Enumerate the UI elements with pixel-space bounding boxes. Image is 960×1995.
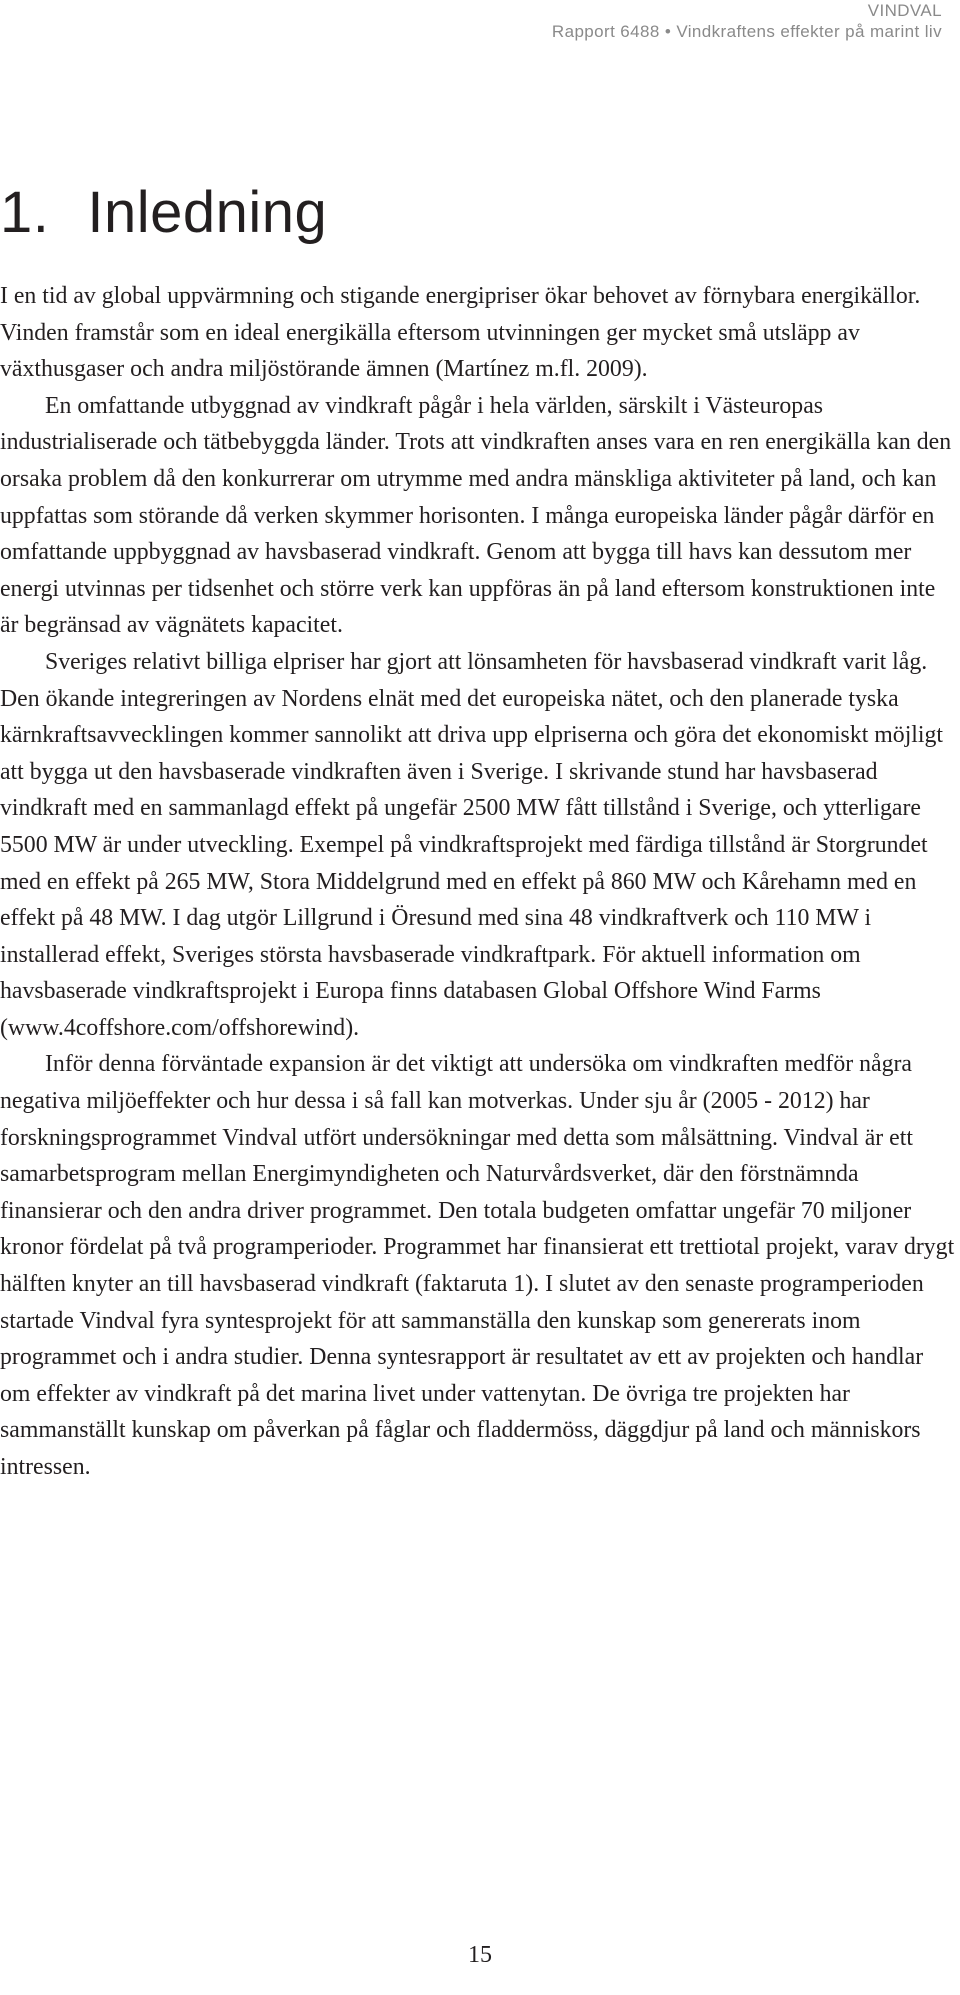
header-series: VINDVAL [867, 1, 942, 20]
body-text [0, 278, 958, 1486]
paragraph-1: I en tid av global uppvärmning och stigande energipriser ökar behovet av förnybara energikällor. Vinden framstår som en ideal energikälla eftersom utvinningen ger mycket små utsläpp av växthusgaser och andra miljöstörande ämnen (Martínez m.fl. 2009). [0, 283, 921, 383]
running-header [552, 0, 942, 42]
header-report-title: Rapport 6488 • Vindkraftens effekter på marint liv [551, 22, 942, 41]
paragraph-4: Inför denna förväntade expansion är det viktigt att undersöka om vindkraften medför några negativa miljöeffekter och hur dessa i så fall kan motverkas. Under sju år (2005 - 2012) har forskningsprogrammet Vindval utfört undersökningar med detta som målsättning. Vindval är ett samarbetsprogram mellan Energimyndigheten och Naturvårdsverket, där den förstnämnda finansierar och den andra driver programmet. Den totala budgeten omfattar ungefär 70 miljoner kronor fördelat på två programperioder. Programmet har finansierat ett trettiotal projekt, varav drygt hälften knyter an till havsbaserad vindkraft (faktaruta 1). I slutet av den senaste programperioden startade Vindval fyra syntesprojekt för att sammanställa den kunskap som genererats inom programmet och i andra studier. Denna syntesrapport är resultatet av ett av projekten och handlar om effekter av vindkraft på det marina livet under vattenytan. De övriga tre projekten har sammanställt kunskap om påverkan på fåglar och fladdermöss, däggdjur på land och människors intressen. [0, 1051, 955, 1480]
paragraph-3: Sveriges relativt billiga elpriser har gjort att lönsamheten för havsbaserad vindkraft varit låg. Den ökande integreringen av Nordens elnät med det europeiska nätet, och den planerade tyska kärnkraftsavvecklingen kommer sannolikt att driva upp elpriserna och göra det ekonomiskt möjligt att bygga ut den havsbaserade vindkraften även i Sverige. I skrivande stund har havsbaserad vindkraft med en sammanlagd effekt på ungefär 2500 MW fått tillstånd i Sverige, och ytterligare 5500 MW är under utveckling. Exempel på vindkraftsprojekt med färdiga tillstånd är Storgrundet med en effekt på 265 MW, Stora Middelgrund med en effekt på 860 MW och Kårehamn med en effekt på 48 MW. I dag utgör Lillgrund i Öresund med sina 48 vindkraftverk och 110 MW i installerad effekt, Sveriges största havsbaserade vindkraftpark. För aktuell information om havsbaserade vindkraftsprojekt i Europa finns databasen Global Offshore Wind Farms (www.4coffshore.com/offshorewind). [0, 648, 944, 1041]
chapter-heading [0, 180, 327, 246]
chapter-number: 1. [0, 180, 50, 245]
paragraph-2: En omfattande utbyggnad av vindkraft pågår i hela världen, särskilt i Västeuropas industrialiserade och tätbebyggda länder. Trots att vindkraften anses vara en ren energikälla kan den orsaka problem då den konkurrerar om utrymme med andra mänskliga aktiviteter på land, och kan uppfattas som störande då verken skymmer horisonten. I många europeiska länder pågår därför en omfattande uppbyggnad av havsbaserad vindkraft. Genom att bygga till havs kan dessutom mer energi utvinnas per tidsenhet och större verk kan uppföras än på land eftersom konstruktionen inte är begränsad av vägnätets kapacitet. [0, 392, 952, 639]
page-number: 15 [468, 1942, 492, 1968]
chapter-title: Inledning [87, 180, 328, 245]
